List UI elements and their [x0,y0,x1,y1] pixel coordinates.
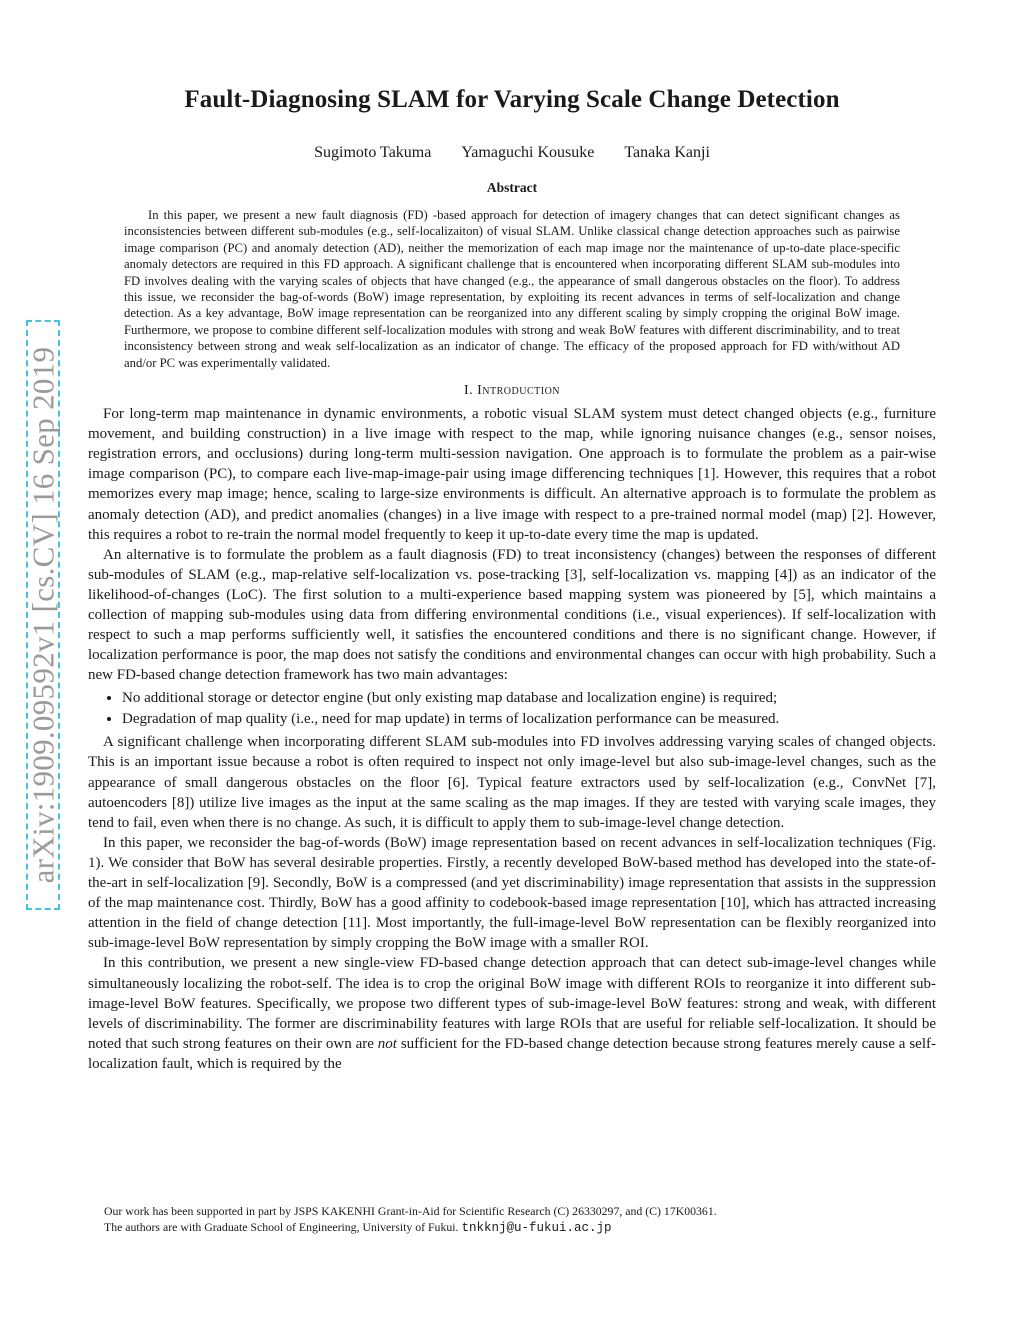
paper-page [88,86,936,1074]
abstract-heading: Abstract [486,180,538,195]
affiliation-text: The authors are with Graduate School of Engineering, University of Fukui. [104,1220,459,1234]
funding-note: Our work has been supported in part by JSPS KAKENHI Grant-in-Aid for Scientific Research (C) 26330297, and (C) 17K00361. [104,1204,717,1218]
list-item: • Degradation of map quality (i.e., need for map update) in terms of localization performance can be measured. [122,709,936,730]
paragraph [88,953,936,1074]
section-heading: I. Introduction [463,383,561,399]
footnote [104,1203,934,1236]
emphasis: not [377,1035,397,1052]
paragraph-text: In this contribution, we present a new single-view FD-based change detection approach that can detect sub-image-level changes while simultaneously localizing the robot-self. The idea is to crop the original BoW image with different ROIs to reorganize it into different sub-image-level BoW features. Specifically, we propose two different types of sub-image-level BoW features: strong and weak, with different levels of discriminability. The former are discriminability features with large ROIs that are useful for reliable self-localization. It should be noted that such strong features on their own are [88,955,936,1052]
paragraph-text: sufficient for the FD-based change detection because strong features merely cause a self-localization fault, which is required by the [88,1035,936,1072]
list-item: • No additional storage or detector engine (but only existing map database and localization engine) is required; [122,688,936,709]
author: Tanaka Kanji [624,144,710,161]
author-list [88,144,936,162]
author: Sugimoto Takuma [314,144,432,161]
paragraph: An alternative is to formulate the problem as a fault diagnosis (FD) to treat inconsistency (changes) between the responses of different sub-modules of SLAM (e.g., map-relative self-localization vs. pose-tracking [3], self-localization vs. mapping [4]) as an indicator of the likelihood-of-changes (LoC). The first solution to a multi-experience based mapping system was pioneered by [5], which maintains a collection of mapping sub-modules using data from differing environmental conditions (i.e., visual experiences). If self-localization with respect to such a map performs sufficiently well, it satisfies the encountered conditions and there is no significant change. However, if localization performance is poor, the map does not satisfy the conditions and environmental changes can occur with high probability. Such a new FD-based change detection framework has two main advantages: [88,546,936,684]
arxiv-id: arXiv:1909.09592v1 [cs.CV] 16 Sep 2019 [25,346,61,884]
email-link[interactable]: tnkknj@u-fukui.ac.jp [461,1221,612,1235]
author: Yamaguchi Kousuke [461,144,595,161]
paper-title: Fault-Diagnosing SLAM for Varying Scale Change Detection [184,86,840,113]
paragraph: For long-term map maintenance in dynamic environments, a robotic visual SLAM system must detect changed objects (e.g., furniture movement, and building construction) in a live image with respect to the map, while ignoring nuisance changes (e.g., sensor noises, registration errors, and occlusions) during long-term multi-session navigation. One approach is to formulate the problem as a pair-wise image comparison (PC), to compare each live-map-image-pair using image differencing techniques [1]. However, this requires that a robot memorizes every map image; hence, scaling to large-size environments is difficult. An alternative approach is to formulate the problem as anomaly detection (AD), and predict anomalies (changes) in a live image with respect to a pre-trained normal model (map) [2]. However, this requires a robot to re-train the normal model frequently to keep it up-to-date every time the map is updated. [88,406,936,543]
paragraph: A significant challenge when incorporating different SLAM sub-modules into FD involves addressing varying scales of changed objects. This is an important issue because a robot is often required to inspect not only image-level but also sub-image-level changes, such as the appearance of small dangerous obstacles on the floor [6]. Typical feature extractors used by self-localization (e.g., ConvNet [7], autoencoders [8]) utilize live images as the input at the same scaling as the map images. If they are tested with varying scale images, they tend to fail, even when there is no change. As such, it is difficult to apply them to sub-image-level change detection. [88,734,936,831]
advantages-list [88,688,936,730]
body-text [88,404,936,1074]
abstract-text: In this paper, we present a new fault diagnosis (FD) -based approach for detection of imagery changes that can detect significant changes as inconsistencies between different sub-modules (e.g., self-localizaiton) of visual SLAM. Unlike classical change detection approaches such as pairwise image comparison (PC) and anomaly detection (AD), neither the memorization of each map image nor the maintenance of up-to-date place-specific anomaly detectors are required in this FD approach. A significant challenge that is encountered when incorporating different SLAM sub-modules into FD involves dealing with the varying scales of objects that have changed (e.g., the appearance of small dangerous obstacles on the floor). To address this issue, we reconsider the bag-of-words (BoW) image representation, by exploiting its recent advances in terms of self-localization and change detection. As a key advantage, BoW image representation can be reorganized into any different scaling by simply cropping the original BoW image. Furthermore, we propose to combine different self-localization modules with strong and weak BoW features with different discriminability, and to treat inconsistency between strong and weak self-localization as an indicator of change. The efficacy of the proposed approach for FD with/without AD and/or PC was experimentally validated. [124,208,900,370]
arxiv-stamp [26,320,60,910]
paragraph: In this paper, we reconsider the bag-of-words (BoW) image representation based on recent advances in self-localization techniques (Fig. 1). We consider that BoW has several desirable properties. Firstly, a recently developed BoW-based method has developed into the state-of-the-art in self-localization [9]. Secondly, BoW is a compressed (and yet discriminability) image representation that assists in the suppression of the map maintenance cost. Thirdly, BoW has a good affinity to codebook-based image representation [10], which has attracted increasing attention in the field of change detection [11]. Most importantly, the full-image-level BoW representation can be flexibly reorganized into sub-image-level BoW representation by simply cropping the BoW image with a smaller ROI. [88,834,936,952]
affiliation-note [104,1219,934,1236]
